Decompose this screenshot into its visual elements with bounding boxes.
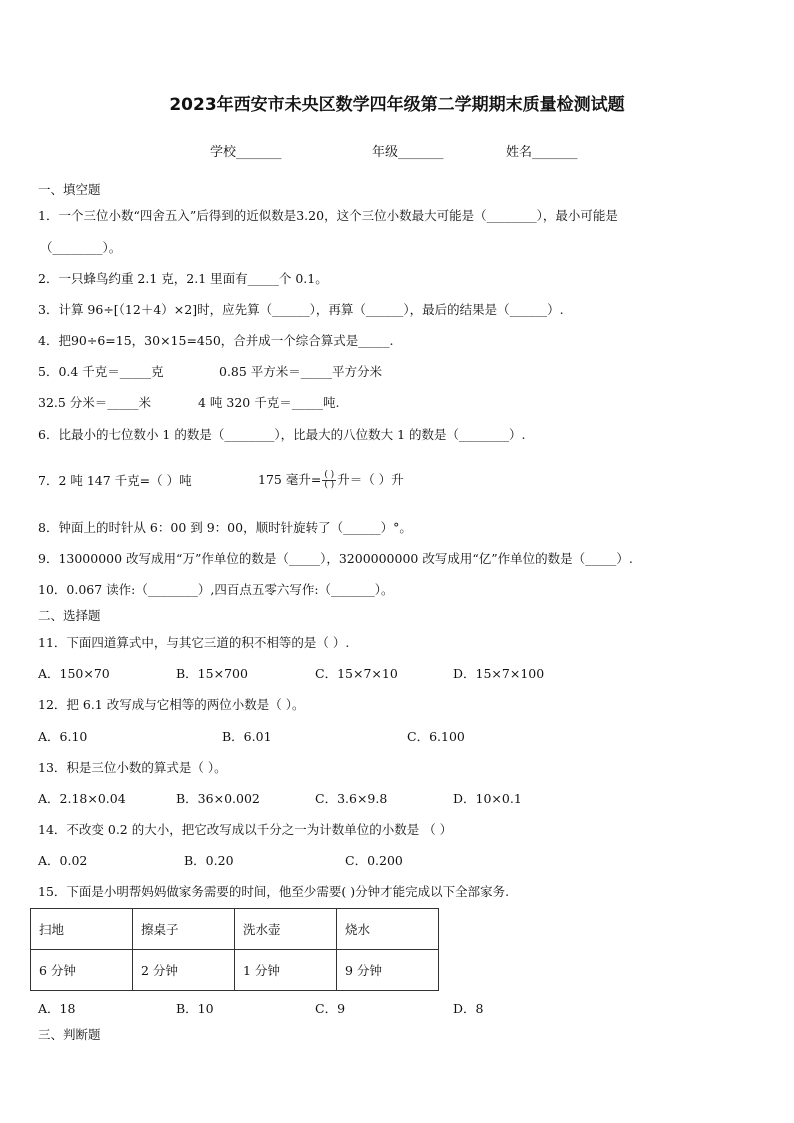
question-11-option-a: A．150×70 xyxy=(38,666,110,681)
question-3: 3．计算 96÷[（12＋4）×2]时，应先算（______），再算（______），最后的结果是（______）. xyxy=(38,302,564,317)
table-cell-time: 1 分钟 xyxy=(235,950,337,991)
question-7-part-a: 7．2 吨 147 千克=（ ）吨 xyxy=(38,473,192,488)
question-13-option-c: C．3.6×9.8 xyxy=(315,791,388,806)
question-7-ml-text: 175 毫升= xyxy=(258,472,322,487)
question-12-option-a: A．6.10 xyxy=(38,729,88,744)
section-heading-choice: 二、选择题 xyxy=(38,608,101,623)
question-6: 6．比最小的七位数小 1 的数是（________），比最大的八位数大 1 的数是（________）. xyxy=(38,427,526,442)
chores-time-table xyxy=(30,908,439,991)
question-11-option-c: C．15×7×10 xyxy=(315,666,398,681)
question-11-option-d: D．15×7×100 xyxy=(453,666,545,681)
question-7-fraction xyxy=(322,471,336,490)
question-10: 10．0.067 读作:（________）,四百点五零六写作:（_______）。 xyxy=(38,582,394,597)
question-5-part-d: 4 吨 320 千克＝_____吨. xyxy=(198,395,340,410)
question-14-option-a: A．0.02 xyxy=(38,853,88,868)
question-5-part-a: 5．0.4 千克＝_____克 xyxy=(38,364,164,379)
question-12-option-c: C．6.100 xyxy=(407,729,465,744)
question-11: 11．下面四道算式中，与其它三道的积不相等的是（ ）. xyxy=(38,635,350,650)
question-5-part-b: 0.85 平方米＝_____平方分米 xyxy=(219,364,383,379)
question-15: 15．下面是小明帮妈妈做家务需要的时间，他至少需要( )分钟才能完成以下全部家务. xyxy=(38,884,510,899)
question-11-option-b: B．15×700 xyxy=(176,666,248,681)
question-14: 14．不改变 0.2 的大小，把它改写成以千分之一为计数单位的小数是 （ ） xyxy=(38,822,453,837)
question-15-option-b: B．10 xyxy=(176,1001,214,1016)
question-13-option-a: A．2.18×0.04 xyxy=(38,791,126,806)
section-heading-judgement: 三、判断题 xyxy=(38,1027,101,1042)
question-12-option-b: B．6.01 xyxy=(222,729,272,744)
question-14-option-b: B．0.20 xyxy=(184,853,234,868)
question-8: 8．钟面上的时针从 6：00 到 9：00，顺时针旋转了（______）°。 xyxy=(38,520,412,535)
table-cell-task: 烧水 xyxy=(337,909,439,950)
question-15-option-d: D．8 xyxy=(453,1001,484,1016)
question-1-line-2: （________）。 xyxy=(40,240,122,255)
school-field: 学校_______ xyxy=(210,145,282,160)
grade-field: 年级_______ xyxy=(372,145,444,160)
table-cell-time: 9 分钟 xyxy=(337,950,439,991)
table-cell-task: 擦桌子 xyxy=(133,909,235,950)
table-cell-task: 洗水壶 xyxy=(235,909,337,950)
table-row-tasks xyxy=(31,909,439,950)
question-7-liter-text: 升＝（ ）升 xyxy=(337,472,404,487)
table-cell-time: 2 分钟 xyxy=(133,950,235,991)
question-5-part-c: 32.5 分米＝_____米 xyxy=(38,395,152,410)
question-13-option-b: B．36×0.002 xyxy=(176,791,260,806)
table-row-times xyxy=(31,950,439,991)
name-field: 姓名_______ xyxy=(506,145,578,160)
question-1-line-1: 1．一个三位小数“四舍五入”后得到的近似数是3.20，这个三位小数最大可能是（________），最小可能是 xyxy=(38,208,618,223)
question-15-option-a: A．18 xyxy=(38,1001,76,1016)
question-4: 4．把90÷6=15，30×15=450，合并成一个综合算式是_____. xyxy=(38,333,394,348)
table-cell-task: 扫地 xyxy=(31,909,133,950)
question-14-option-c: C．0.200 xyxy=(345,853,403,868)
question-2: 2．一只蜂鸟约重 2.1 克，2.1 里面有_____个 0.1。 xyxy=(38,271,328,286)
question-13-option-d: D．10×0.1 xyxy=(453,791,522,806)
question-12: 12．把 6.1 改写成与它相等的两位小数是（ ）。 xyxy=(38,697,305,712)
question-7-part-b xyxy=(258,467,404,493)
question-9: 9．13000000 改写成用“万”作单位的数是（_____），3200000000 改写成用“亿”作单位的数是（_____）. xyxy=(38,551,633,566)
table-cell-time: 6 分钟 xyxy=(31,950,133,991)
fraction-numerator: ( ) xyxy=(324,470,335,480)
fraction-denominator: ( ) xyxy=(324,480,335,490)
page-title: 2023年西安市未央区数学四年级第二学期期末质量检测试题 xyxy=(169,95,625,115)
question-15-option-c: C．9 xyxy=(315,1001,346,1016)
question-13: 13．积是三位小数的算式是（ ）。 xyxy=(38,760,227,775)
section-heading-fill-blank: 一、填空题 xyxy=(38,182,101,197)
